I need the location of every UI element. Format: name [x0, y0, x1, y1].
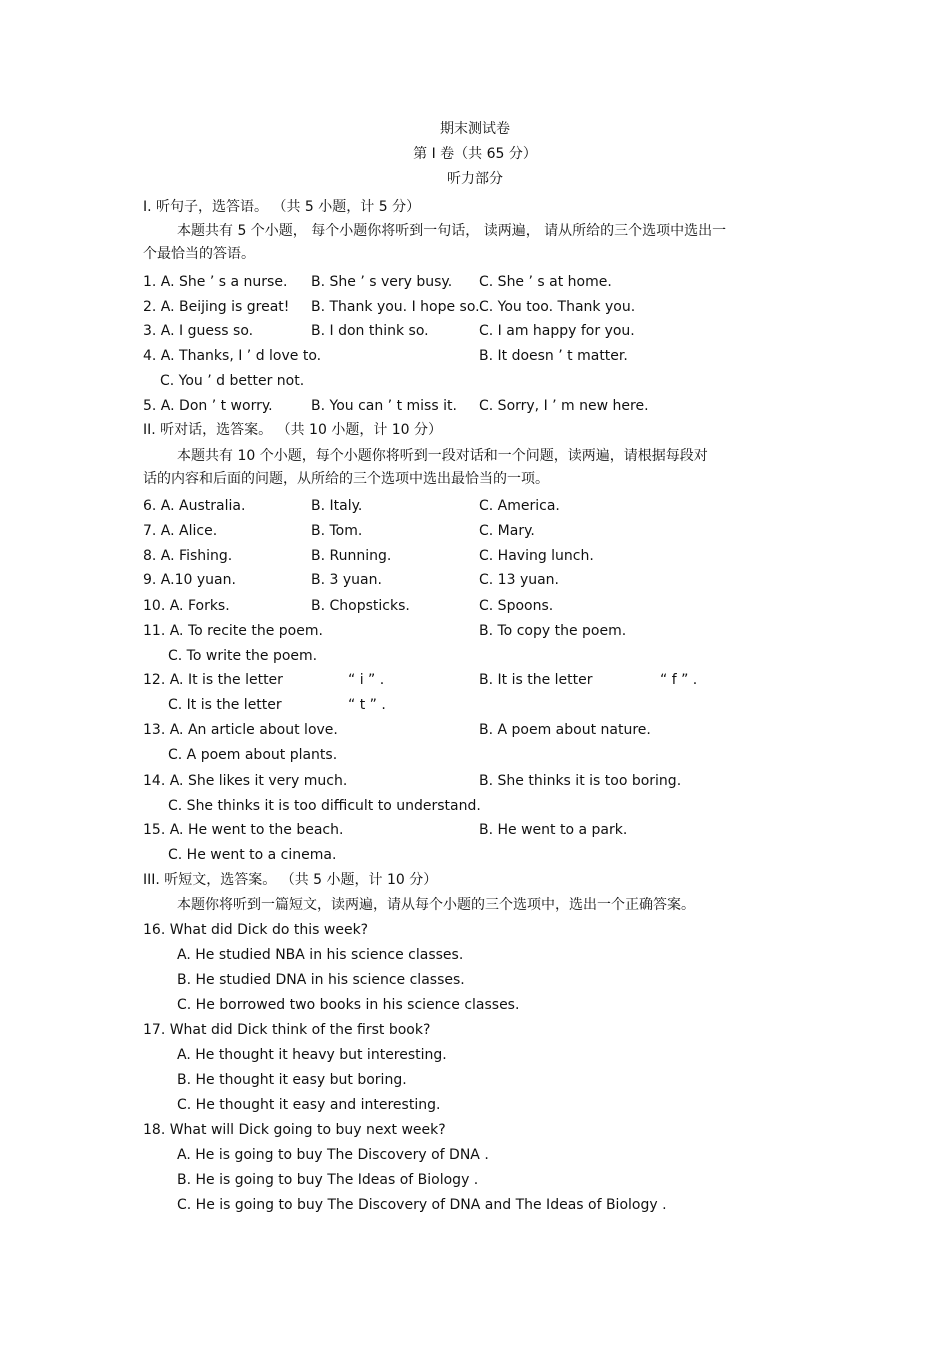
- q7-option-a: 7. A. Alice.: [143, 523, 218, 539]
- q15-option-a: 15. A. He went to the beach.: [143, 822, 344, 838]
- q4-option-c: C. You ’ d better not.: [160, 373, 305, 389]
- q5-option-b: B. You can ’ t miss it.: [311, 398, 457, 414]
- q8-option-c: C. Having lunch.: [479, 548, 594, 564]
- q9-option-b: B. 3 yuan.: [311, 572, 382, 588]
- q6-option-b: B. Italy.: [311, 498, 363, 514]
- q16-option-c: C. He borrowed two books in his science classes.: [177, 997, 520, 1013]
- q2-option-b: B. Thank you. I hope so.: [311, 299, 480, 315]
- q17-option-c: C. He thought it easy and interesting.: [177, 1097, 441, 1113]
- q18-stem: 18. What will Dick going to buy next week?: [143, 1122, 446, 1138]
- q1-option-a: 1. A. She ’ s a nurse.: [143, 274, 288, 290]
- q10-option-c: C. Spoons.: [479, 598, 554, 614]
- q18-option-c: C. He is going to buy The Discovery of DNA and The Ideas of Biology .: [177, 1197, 667, 1213]
- q12-option-b: B. It is the letter: [479, 672, 593, 688]
- q9-option-c: C. 13 yuan.: [479, 572, 560, 588]
- section1-instruction-line2: 个最恰当的答语。: [143, 246, 255, 262]
- q11-option-a: 11. A. To recite the poem.: [143, 623, 323, 639]
- q7-option-b: B. Tom.: [311, 523, 363, 539]
- section1-instruction-line1: 本题共有 5 个小题， 每个小题你将听到一句话， 读两遍， 请从所给的三个选项中选出一: [177, 223, 727, 239]
- q12-option-a-letter: “ i ” .: [348, 672, 385, 688]
- q16-option-a: A. He studied NBA in his science classes.: [177, 947, 464, 963]
- section3-heading: III. 听短文，选答案。 （共 5 小题，计 10 分）: [143, 872, 438, 888]
- q11-option-c: C. To write the poem.: [168, 648, 318, 664]
- q7-option-c: C. Mary.: [479, 523, 535, 539]
- q3-option-b: B. I don think so.: [311, 323, 429, 339]
- section3-instruction: 本题你将听到一篇短文，读两遍，请从每个小题的三个选项中，选出一个正确答案。: [177, 897, 695, 913]
- q8-option-a: 8. A. Fishing.: [143, 548, 233, 564]
- q14-option-c: C. She thinks it is too difficult to understand.: [168, 798, 481, 814]
- exam-title: 期末测试卷: [440, 121, 510, 137]
- q6-option-c: C. America.: [479, 498, 560, 514]
- q1-option-c: C. She ’ s at home.: [479, 274, 612, 290]
- q1-option-b: B. She ’ s very busy.: [311, 274, 453, 290]
- q2-option-a: 2. A. Beijing is great!: [143, 299, 290, 315]
- q18-option-b: B. He is going to buy The Ideas of Biology .: [177, 1172, 479, 1188]
- q13-option-b: B. A poem about nature.: [479, 722, 651, 738]
- q17-option-b: B. He thought it easy but boring.: [177, 1072, 407, 1088]
- q10-option-b: B. Chopsticks.: [311, 598, 410, 614]
- q4-option-a: 4. A. Thanks, I ’ d love to.: [143, 348, 322, 364]
- q15-option-c: C. He went to a cinema.: [168, 847, 337, 863]
- q12-option-a: 12. A. It is the letter: [143, 672, 283, 688]
- q12-option-c-letter: “ t ” .: [348, 697, 386, 713]
- q14-option-b: B. She thinks it is too boring.: [479, 773, 682, 789]
- section2-instruction-line1: 本题共有 10 个小题，每个小题你将听到一段对话和一个问题，读两遍，请根据每段对: [177, 448, 708, 464]
- q18-option-a: A. He is going to buy The Discovery of DNA .: [177, 1147, 489, 1163]
- q3-option-a: 3. A. I guess so.: [143, 323, 254, 339]
- q5-option-a: 5. A. Don ’ t worry.: [143, 398, 273, 414]
- part-heading: 听力部分: [447, 171, 503, 187]
- q11-option-b: B. To copy the poem.: [479, 623, 627, 639]
- q16-option-b: B. He studied DNA in his science classes.: [177, 972, 465, 988]
- q17-stem: 17. What did Dick think of the first book?: [143, 1022, 431, 1038]
- section1-heading: I. 听句子，选答语。 （共 5 小题，计 5 分）: [143, 199, 421, 215]
- q17-option-a: A. He thought it heavy but interesting.: [177, 1047, 447, 1063]
- q12-option-c: C. It is the letter: [168, 697, 282, 713]
- q3-option-c: C. I am happy for you.: [479, 323, 635, 339]
- section2-instruction-line2: 话的内容和后面的问题，从所给的三个选项中选出最恰当的一项。: [143, 471, 549, 487]
- q6-option-a: 6. A. Australia.: [143, 498, 246, 514]
- q5-option-c: C. Sorry, I ’ m new here.: [479, 398, 649, 414]
- q15-option-b: B. He went to a park.: [479, 822, 628, 838]
- q12-option-b-letter: “ f ” .: [660, 672, 698, 688]
- q8-option-b: B. Running.: [311, 548, 392, 564]
- q13-option-a: 13. A. An article about love.: [143, 722, 338, 738]
- q14-option-a: 14. A. She likes it very much.: [143, 773, 348, 789]
- q9-option-a: 9. A.10 yuan.: [143, 572, 236, 588]
- q16-stem: 16. What did Dick do this week?: [143, 922, 369, 938]
- section2-heading: II. 听对话，选答案。 （共 10 小题，计 10 分）: [143, 422, 443, 438]
- q4-option-b: B. It doesn ’ t matter.: [479, 348, 628, 364]
- q13-option-c: C. A poem about plants.: [168, 747, 338, 763]
- q2-option-c: C. You too. Thank you.: [479, 299, 636, 315]
- volume-heading: 第 I 卷（共 65 分）: [413, 146, 537, 162]
- q10-option-a: 10. A. Forks.: [143, 598, 230, 614]
